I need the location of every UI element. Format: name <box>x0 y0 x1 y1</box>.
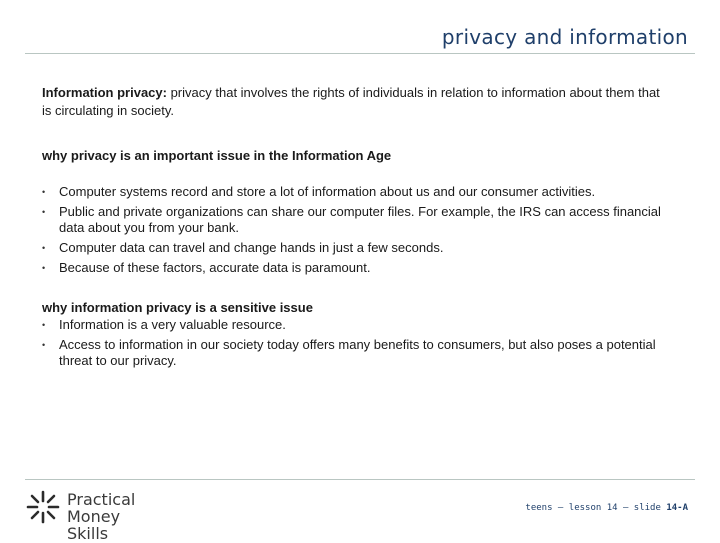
definition-paragraph <box>42 84 662 120</box>
bullet-list-importance <box>42 184 662 276</box>
slide-body <box>42 84 662 373</box>
logo-line-1: Practical <box>67 490 136 509</box>
bullet-item: • Computer data can travel and change hands in just a few seconds. <box>42 240 662 256</box>
starburst-logo-icon <box>25 489 61 525</box>
definition-text: privacy that involves the rights of individuals in relation to information about them that is circulating in society. <box>42 85 660 118</box>
section-heading-sensitivity: why information privacy is a sensitive issue <box>42 300 313 315</box>
footer-divider <box>25 479 695 480</box>
slide-number: 14-A <box>666 503 688 513</box>
lesson-reference: teens – lesson 14 – slide <box>525 503 667 513</box>
spacer <box>42 165 662 184</box>
logo-wordmark <box>67 491 165 542</box>
slide-reference <box>525 503 688 513</box>
bullet-item: • Because of these factors, accurate data is paramount. <box>42 260 662 276</box>
bullet-item: • Access to information in our society today offers many benefits to consumers, but also poses a potential threat to our privacy. <box>42 337 662 369</box>
bullet-item: • Information is a very valuable resource. <box>42 317 662 333</box>
spacer <box>42 120 662 147</box>
bullet-item: • Computer systems record and store a lot of information about us and our consumer activities. <box>42 184 662 200</box>
section-heading-importance: why privacy is an important issue in the Information Age <box>42 148 392 163</box>
spacer <box>42 280 662 299</box>
slide-title: privacy and information <box>441 25 688 49</box>
title-divider <box>25 53 695 54</box>
practical-money-skills-logo <box>25 487 165 543</box>
bullet-item: • Public and private organizations can share our computer files. For example, the IRS can access financial data about you from your bank. <box>42 204 662 236</box>
definition-term: Information privacy: <box>42 85 167 100</box>
bullet-list-sensitivity <box>42 317 662 369</box>
logo-line-2: Money Skills <box>67 507 121 543</box>
